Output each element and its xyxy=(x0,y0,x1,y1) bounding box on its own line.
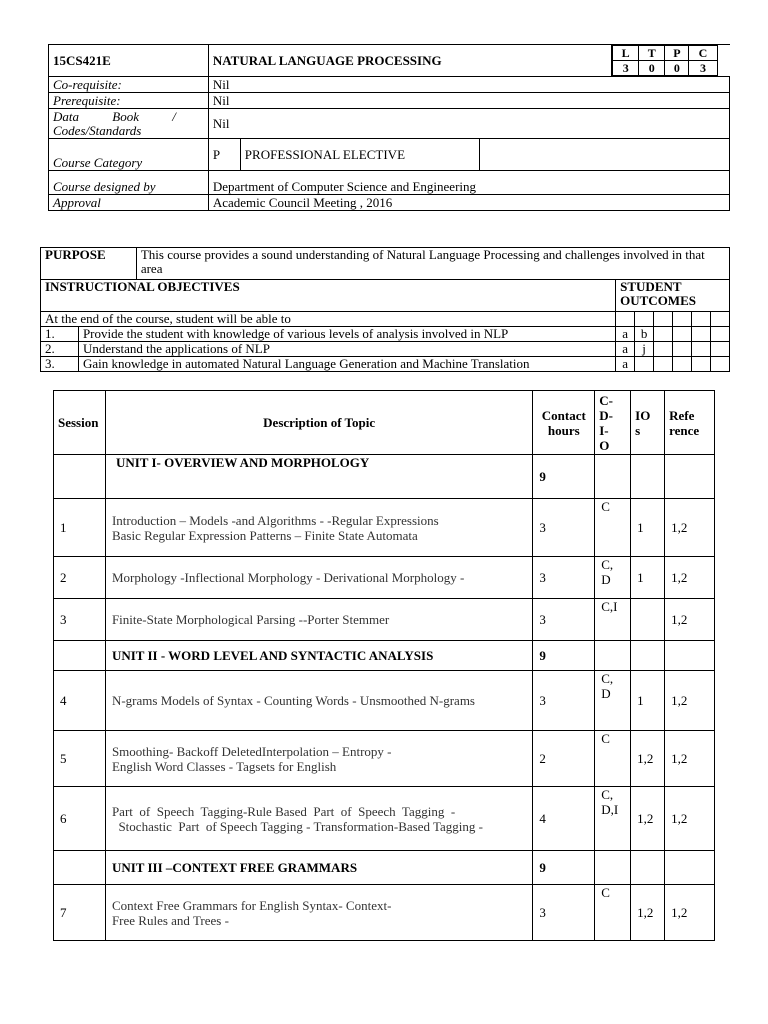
ltpc-cell xyxy=(612,45,730,77)
cdio-line: C,I xyxy=(601,599,618,614)
unit-empty xyxy=(665,455,715,499)
topic-description xyxy=(105,885,532,941)
ltpc-value: 3 xyxy=(613,61,639,76)
cdio-line: D,I xyxy=(601,802,619,817)
cdio-value xyxy=(595,731,631,787)
objective-outcome xyxy=(635,357,654,372)
ltpc-value: 0 xyxy=(639,61,665,76)
topic-description xyxy=(105,499,532,557)
header-contact-line2: hours xyxy=(547,422,580,438)
table-row xyxy=(54,731,715,787)
corequisite-value: Nil xyxy=(208,77,729,93)
reference-value: 1,2 xyxy=(665,599,715,641)
header-reference xyxy=(665,391,715,455)
outcomes-label-line2: OUTCOMES xyxy=(620,293,696,308)
contact-hours: 3 xyxy=(533,599,595,641)
objective-num: 1. xyxy=(41,327,79,342)
unit-empty xyxy=(595,455,631,499)
outcome-cell xyxy=(691,342,710,357)
unit-hours: 9 xyxy=(533,455,595,499)
topic-line: Stochastic Part of Speech Tagging - Transformation-Based Tagging - xyxy=(111,818,483,834)
cdio-value xyxy=(595,499,631,557)
header-ios xyxy=(631,391,665,455)
purpose-text: This course provides a sound understanding of Natural Language Processing and challenges involved in that area xyxy=(136,248,729,280)
outcome-cell xyxy=(710,342,729,357)
reference-value: 1,2 xyxy=(665,787,715,851)
course-title: NATURAL LANGUAGE PROCESSING xyxy=(208,45,611,77)
ios-value: 1,2 xyxy=(631,787,665,851)
session-header-row xyxy=(54,391,715,455)
outcome-cell xyxy=(635,312,654,327)
header-ios-line1: IO xyxy=(635,407,651,423)
databook-label xyxy=(49,109,209,139)
reference-value: 1,2 xyxy=(665,557,715,599)
outcome-cell xyxy=(691,312,710,327)
unit-empty xyxy=(54,455,106,499)
topic-description xyxy=(105,787,532,851)
cdio-value xyxy=(595,671,631,731)
topic-description xyxy=(105,671,532,731)
contact-hours: 3 xyxy=(533,885,595,941)
objective-text: Understand the applications of NLP xyxy=(78,342,615,357)
ltpc-label: L xyxy=(613,46,639,61)
unit-empty xyxy=(595,851,631,885)
ios-value: 1 xyxy=(631,499,665,557)
session-table xyxy=(53,390,715,941)
header-reference-line1: Refe xyxy=(669,407,695,423)
header-cdio-line4: O xyxy=(599,437,610,453)
outcome-cell xyxy=(691,327,710,342)
header-contact-hours xyxy=(533,391,595,455)
objective-text: Gain knowledge in automated Natural Language Generation and Machine Translation xyxy=(78,357,615,372)
session-number: 6 xyxy=(54,787,106,851)
databook-value: Nil xyxy=(208,109,729,139)
outcome-cell xyxy=(673,312,692,327)
ios-value: 1,2 xyxy=(631,731,665,787)
table-row xyxy=(54,599,715,641)
header-ios-line2: s xyxy=(635,422,641,438)
objective-num: 3. xyxy=(41,357,79,372)
topic-line: N-grams Models of Syntax - Counting Words - Unsmoothed N-grams xyxy=(111,693,475,708)
outcome-cell xyxy=(654,357,673,372)
course-code: 15CS421E xyxy=(49,45,209,77)
cdio-value xyxy=(595,787,631,851)
objective-text: Provide the student with knowledge of various levels of analysis involved in NLP xyxy=(78,327,615,342)
topic-line: Finite-State Morphological Parsing --Porter Stemmer xyxy=(111,612,390,627)
unit-empty xyxy=(54,851,106,885)
unit-empty xyxy=(54,641,106,671)
outcome-cell xyxy=(654,342,673,357)
cdio-line: C xyxy=(601,731,610,746)
cdio-line: D xyxy=(601,686,611,701)
cdio-line: C, xyxy=(601,671,614,686)
unit-empty xyxy=(631,641,665,671)
reference-value: 1,2 xyxy=(665,731,715,787)
cdio-line: C xyxy=(601,885,610,900)
header-cdio-line2: D- xyxy=(599,407,613,423)
header-cdio-line3: I- xyxy=(599,422,609,438)
topic-description xyxy=(105,599,532,641)
objectives-label: INSTRUCTIONAL OBJECTIVES xyxy=(41,280,616,312)
unit-empty xyxy=(631,455,665,499)
topic-line: Part of Speech Tagging-Rule Based Part of Speech Tagging - xyxy=(111,803,456,819)
prerequisite-label: Prerequisite: xyxy=(49,93,209,109)
unit-empty xyxy=(665,641,715,671)
reference-value: 1,2 xyxy=(665,885,715,941)
objectives-intro: At the end of the course, student will be able to xyxy=(41,312,616,327)
unit-title: UNIT I- OVERVIEW AND MORPHOLOGY xyxy=(105,455,532,499)
topic-line: Morphology -Inflectional Morphology - Derivational Morphology - xyxy=(111,570,465,585)
header-contact-line1: Contact xyxy=(541,407,586,423)
contact-hours: 3 xyxy=(533,671,595,731)
topic-line: Basic Regular Expression Patterns – Finite State Automata xyxy=(111,527,418,543)
category-empty xyxy=(480,139,730,171)
topic-line: Free Rules and Trees - xyxy=(111,912,229,928)
prerequisite-value: Nil xyxy=(208,93,729,109)
header-session: Session xyxy=(54,391,106,455)
designed-by-value: Department of Computer Science and Engineering xyxy=(208,171,729,195)
category-label: Course Category xyxy=(49,139,209,171)
header-description: Description of Topic xyxy=(105,391,532,455)
topic-line: English Word Classes - Tagsets for English xyxy=(111,758,337,774)
session-number: 3 xyxy=(54,599,106,641)
ios-value xyxy=(631,599,665,641)
reference-value: 1,2 xyxy=(665,499,715,557)
ios-value: 1 xyxy=(631,557,665,599)
table-row xyxy=(54,499,715,557)
outcome-cell xyxy=(616,312,635,327)
ltpc-label: T xyxy=(639,46,665,61)
databook-label-line2: Codes/Standards xyxy=(53,122,142,138)
cdio-value xyxy=(595,557,631,599)
reference-value: 1,2 xyxy=(665,671,715,731)
cdio-line: C, xyxy=(601,787,614,802)
outcome-cell xyxy=(710,357,729,372)
topic-description xyxy=(105,557,532,599)
objective-outcome: a xyxy=(616,342,635,357)
databook-label-text: Data Book / xyxy=(53,108,176,124)
ltpc-label: P xyxy=(665,46,689,61)
category-value: PROFESSIONAL ELECTIVE xyxy=(240,139,480,171)
cdio-value xyxy=(595,885,631,941)
outcome-cell xyxy=(673,327,692,342)
ios-value: 1,2 xyxy=(631,885,665,941)
objective-outcome: a xyxy=(616,327,635,342)
contact-hours: 3 xyxy=(533,499,595,557)
table-row xyxy=(54,885,715,941)
approval-label: Approval xyxy=(49,195,209,211)
approval-value: Academic Council Meeting , 2016 xyxy=(208,195,729,211)
outcome-cell xyxy=(673,357,692,372)
outcome-cell xyxy=(654,312,673,327)
unit-hours: 9 xyxy=(533,641,595,671)
corequisite-label: Co-requisite: xyxy=(49,77,209,93)
outcomes-label-line1: STUDENT xyxy=(620,279,682,294)
objective-outcome: j xyxy=(635,342,654,357)
header-cdio-line1: C- xyxy=(599,392,613,408)
topic-line: Smoothing- Backoff DeletedInterpolation – Entropy - xyxy=(111,743,392,759)
topic-line: Introduction – Models -and Algorithms - -Regular Expressions xyxy=(111,512,439,528)
unit-empty xyxy=(665,851,715,885)
unit-hours: 9 xyxy=(533,851,595,885)
unit-row xyxy=(54,455,715,499)
ltpc-table xyxy=(612,45,717,76)
outcome-cell xyxy=(654,327,673,342)
unit-title: UNIT III –CONTEXT FREE GRAMMARS xyxy=(105,851,532,885)
table-row xyxy=(54,557,715,599)
unit-title: UNIT II - WORD LEVEL AND SYNTACTIC ANALYSIS xyxy=(105,641,532,671)
session-number: 4 xyxy=(54,671,106,731)
session-number: 1 xyxy=(54,499,106,557)
designed-by-label: Course designed by xyxy=(49,171,209,195)
outcome-cell xyxy=(691,357,710,372)
databook-label-line1 xyxy=(53,110,204,124)
session-number: 7 xyxy=(54,885,106,941)
contact-hours: 4 xyxy=(533,787,595,851)
contact-hours: 3 xyxy=(533,557,595,599)
topic-line: Context Free Grammars for English Syntax- Context- xyxy=(111,897,392,913)
header-reference-line2: rence xyxy=(669,422,700,438)
ios-value: 1 xyxy=(631,671,665,731)
outcome-cell xyxy=(673,342,692,357)
objective-num: 2. xyxy=(41,342,79,357)
unit-empty xyxy=(631,851,665,885)
category-code: P xyxy=(208,139,240,171)
ltpc-label: C xyxy=(689,46,717,61)
topic-description xyxy=(105,731,532,787)
table-row xyxy=(54,671,715,731)
cdio-line: C xyxy=(601,499,610,514)
table-row xyxy=(54,787,715,851)
session-number: 2 xyxy=(54,557,106,599)
purpose-label: PURPOSE xyxy=(41,248,137,280)
cdio-value xyxy=(595,599,631,641)
ltpc-value: 0 xyxy=(665,61,689,76)
unit-row xyxy=(54,641,715,671)
header-cdio xyxy=(595,391,631,455)
unit-empty xyxy=(595,641,631,671)
cdio-line: D xyxy=(601,572,611,587)
session-number: 5 xyxy=(54,731,106,787)
contact-hours: 2 xyxy=(533,731,595,787)
unit-row xyxy=(54,851,715,885)
outcomes-label xyxy=(616,280,730,312)
purpose-table xyxy=(40,247,730,372)
objective-outcome: a xyxy=(616,357,635,372)
objective-outcome: b xyxy=(635,327,654,342)
cdio-line: C, xyxy=(601,557,614,572)
outcome-cell xyxy=(710,327,729,342)
outcome-cell xyxy=(710,312,729,327)
ltpc-value: 3 xyxy=(689,61,717,76)
course-header-table xyxy=(48,44,730,211)
